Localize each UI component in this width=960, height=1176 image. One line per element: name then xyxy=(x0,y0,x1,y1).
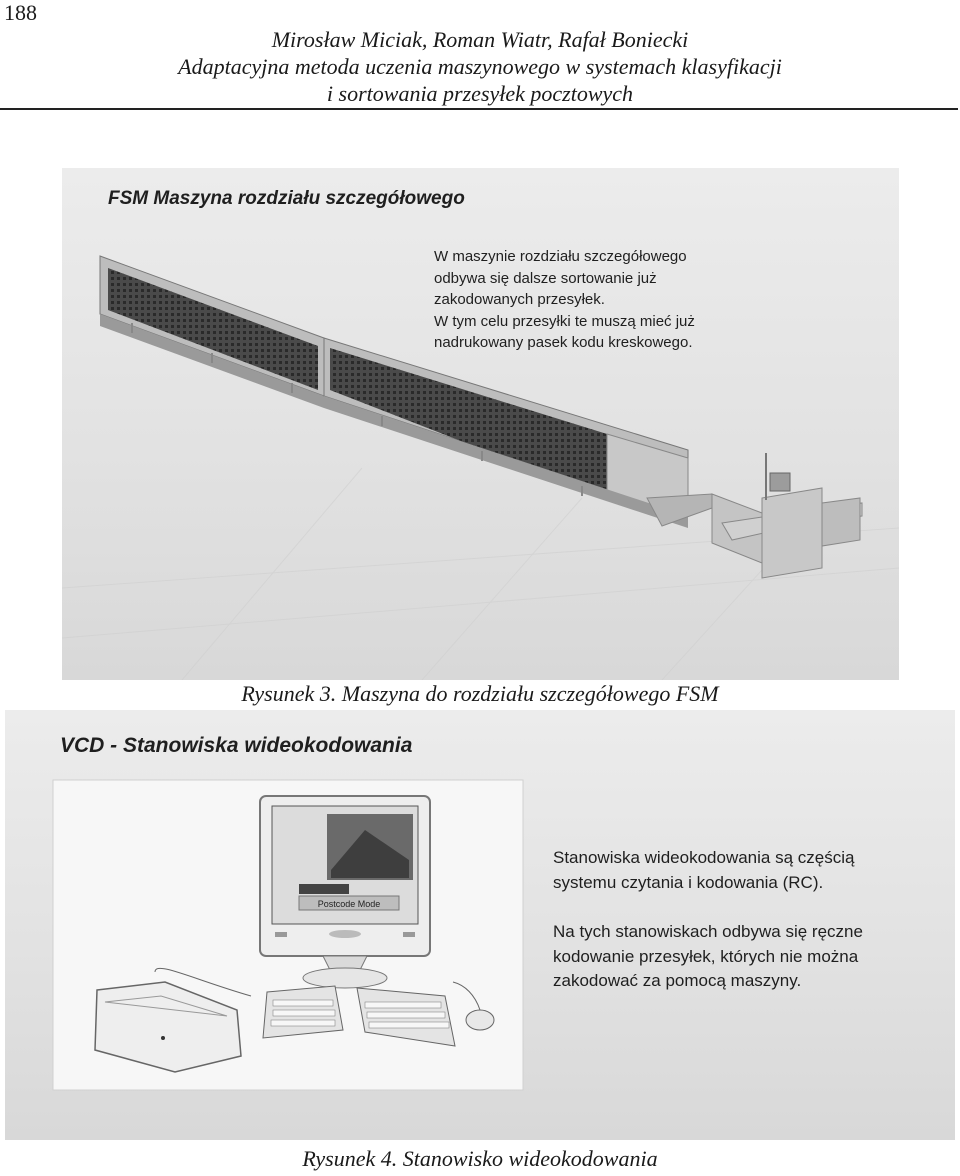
figure-3-text-line: zakodowanych przesyłek. xyxy=(434,291,605,308)
figure-3-description xyxy=(434,246,695,354)
figure-3-text-line: odbywa się dalsze sortowanie już xyxy=(434,269,657,287)
running-head xyxy=(0,26,960,107)
figure-fsm-machine xyxy=(62,168,899,680)
figure-3-text-line: W tym celu przesyłki te muszą mieć już xyxy=(434,312,695,330)
paper-title-line-2: i sortowania przesyłek pocztowych xyxy=(326,81,634,106)
figure-4-text-line: Na tych stanowiskach odbywa się ręczne xyxy=(553,922,863,941)
figure-4-description xyxy=(553,846,863,994)
figure-vcd-workstation xyxy=(5,710,955,1140)
figure-3-title: FSM Maszyna rozdziału szczegółowego xyxy=(108,188,465,209)
figure-4-text-gap xyxy=(553,895,863,920)
figure-4-text-line: kodowanie przesyłek, których nie można xyxy=(553,946,859,966)
figure-3-text-line: W maszynie rozdziału szczegółowego xyxy=(434,248,687,265)
authors: Mirosław Miciak, Roman Wiatr, Rafał Boniecki xyxy=(271,27,689,52)
figure-4-caption: Rysunek 4. Stanowisko wideokodowania xyxy=(302,1146,658,1171)
figure-3-text-line: nadrukowany pasek kodu kreskowego. xyxy=(434,334,693,351)
monitor-screen-text: Postcode Mode xyxy=(317,899,381,909)
figure-4-text-line: zakodować za pomocą maszyny. xyxy=(553,971,802,990)
page-number: 188 xyxy=(4,0,37,25)
figure-3-caption: Rysunek 3. Maszyna do rozdziału szczegółowego FSM xyxy=(241,681,719,706)
paper-title-line-1: Adaptacyjna metoda uczenia maszynowego w systemach klasyfikacji xyxy=(178,54,782,79)
figure-4-title: VCD - Stanowiska wideokodowania xyxy=(60,734,413,757)
figure-4-text-line: Stanowiska wideokodowania są częścią xyxy=(553,848,855,867)
figure-4-text-line: systemu czytania i kodowania (RC). xyxy=(553,872,824,892)
fsm-machine-illustration xyxy=(62,168,899,680)
header-rule xyxy=(0,108,958,110)
